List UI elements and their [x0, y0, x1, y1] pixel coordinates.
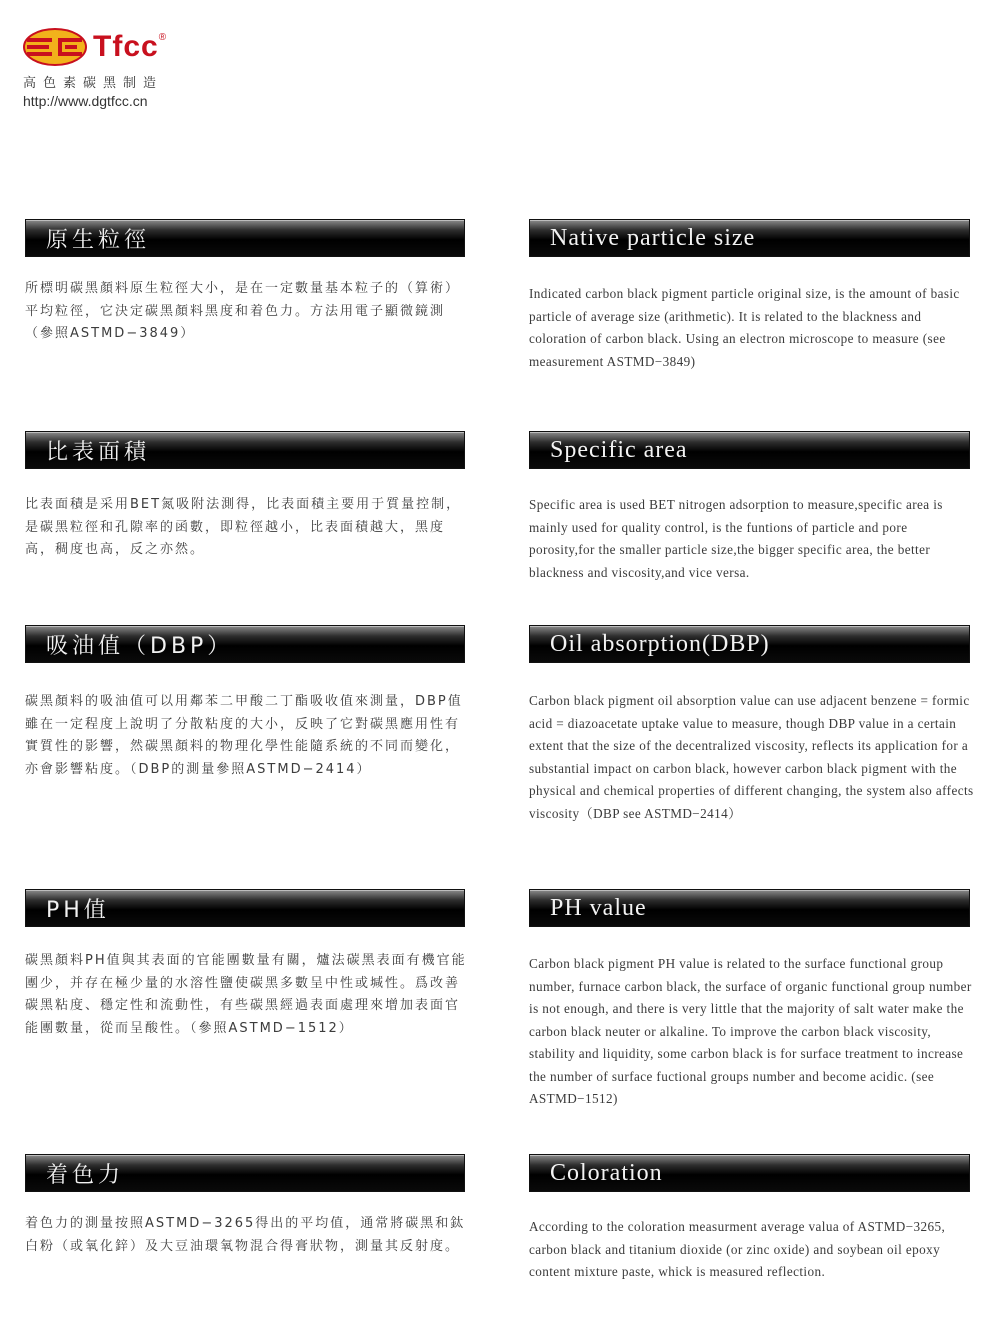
section-title-oil-absorption-en: Oil absorption(DBP) — [529, 625, 970, 663]
section-text-specific-area-zh: 比表面積是采用BET氮吸附法測得，比表面積主要用于質量控制，是碳黑粒徑和孔隙率的函數，即粒徑越小，比表面積越大，黑度高，稠度也高，反之亦然。 — [25, 497, 462, 557]
section-title-native-particle-en: Native particle size — [529, 219, 970, 257]
company-url[interactable]: http://www.dgtfcc.cn — [23, 93, 148, 109]
section-title-specific-area-zh: 比表面積 — [25, 431, 465, 469]
section-title-ph-value-en: PH value — [529, 889, 970, 927]
section-title-oil-absorption-zh: 吸油值（DBP） — [25, 625, 465, 663]
section-text-native-particle-zh: 所標明碳黑顏料原生粒徑大小，是在一定數量基本粒子的（算術）平均粒徑，它決定碳黑顏料黑度和着色力。方法用電子顯微鏡測（參照ASTMD−3849） — [25, 281, 461, 341]
section-title-specific-area-en: Specific area — [529, 431, 970, 469]
section-text-ph-value-zh: 碳黑顏料PH值與其表面的官能團數量有關，爐法碳黑表面有機官能團少，并存在極少量的水溶性鹽使碳黑多數呈中性或堿性。爲改善碳黑粘度、穩定性和流動性，有些碳黑經過表面處理來增加表面官能團數量，從而呈酸性。（參照ASTMD−1512） — [25, 953, 467, 1036]
section-text-ph-value-en: Carbon black pigment PH value is related to the surface functional group number, furnace carbon black, the surface of organic functional group number is not enough, and there is very little that the majority of salt water make the carbon black neuter or alkaline. To improve the carbon black viscosity, stability and liquidity, some carbon black is for surface treatment to increase the number of surface fuctional groups number and become acidic. (see ASTMD−1512) — [529, 956, 972, 1106]
section-text-coloration-zh: 着色力的測量按照ASTMD−3265得出的平均值，通常將碳黑和鈦白粉（或氧化鋅）及大豆油環氧物混合得膏狀物，測量其反射度。 — [25, 1216, 466, 1254]
section-text-oil-absorption-en: Carbon black pigment oil absorption value can use adjacent benzene = formic acid = diazoacetate uptake value to measure, though DBP value in a certain extent that the size of the decentralized viscosity, reflects its application for a substantial impact on carbon black, however carbon black pigment with the physical and chemical properties of different changing, the system also affects viscosity（DBP see ASTMD−2414） — [529, 693, 974, 821]
section-title-native-particle-zh: 原生粒徑 — [25, 219, 465, 257]
section-text-oil-absorption-zh: 碳黑顏料的吸油值可以用鄰苯二甲酸二丁酯吸收值來測量，DBP值雖在一定程度上說明了分散粘度的大小，反映了它對碳黑應用性有實質性的影響，然碳黑顏料的物理化學性能隨系統的不同而變化，亦會影響粘度。（DBP的測量參照ASTMD−2414） — [25, 694, 463, 777]
tfcc-emblem-icon — [23, 28, 87, 66]
company-tagline: 高色素碳黑制造 — [23, 76, 164, 91]
brand-name: Tfcc® — [93, 30, 168, 63]
company-logo — [23, 28, 193, 109]
section-title-ph-value-zh: PH值 — [25, 889, 465, 927]
section-text-specific-area-en: Specific area is used BET nitrogen adsorption to measure,specific area is mainly used for quality control, is the funtions of particle and pore porosity,for the smaller particle size,the bigger specific area, the better blackness and viscosity,and vice versa. — [529, 497, 943, 580]
section-title-coloration-en: Coloration — [529, 1154, 970, 1192]
section-text-native-particle-en: Indicated carbon black pigment particle original size, is the amount of basic particle of average size (arithmetic). It is related to the blackness and coloration of carbon black. Using an electron microscope to measure (see measurement ASTMD−3849) — [529, 286, 960, 369]
section-title-coloration-zh: 着色力 — [25, 1154, 465, 1192]
section-text-coloration-en: According to the coloration measurment average valua of ASTMD−3265, carbon black and titanium dioxide (or zinc oxide) and soybean oil epoxy content mixture paste, whick is measured reflection. — [529, 1219, 946, 1279]
